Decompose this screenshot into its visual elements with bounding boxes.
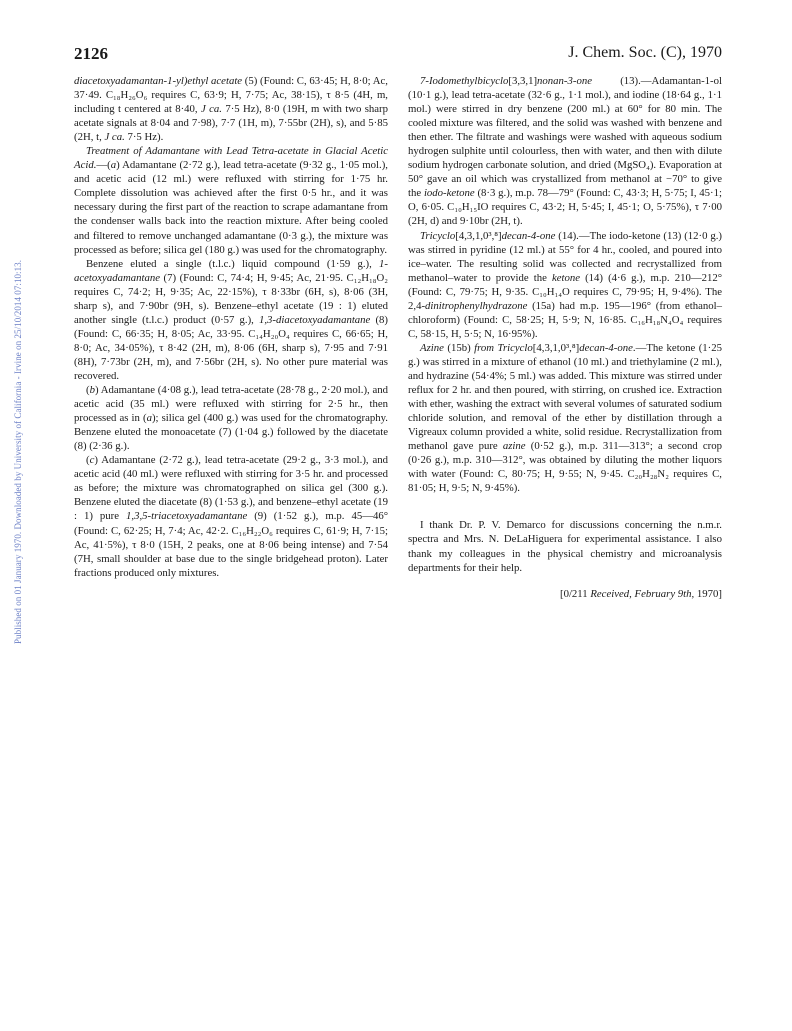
text-run: (9) (1·52 g.), m.p. 45—46° (Found: C, 62·25; H, 7·4; Ac, 42·2. C₁₆H₂₂O₆ requires C, 61·9; H, 7·15; Ac, 41·5%), τ 8·0 (15H, 2 peaks, one at 8·06 being intense) and 7·54 (7H, small shoulder at base due to the single bridgehead proton). Later fractions produced only mixtures. [74, 510, 388, 579]
text-run: ) Adamantane (2·72 g.), lead tetra-acetate (29·2 g., 3·3 mol.), and acetic acid (40 ml.) were refluxed with stirring for 3·5 hr. and processed as before; the mixture was chromatographed on silica gel (300 g.). Benzene eluted the diacetate (8) (1·53 g.), and benzene–ethyl acetate (19 : 1) pure [74, 454, 388, 523]
italic-text-run: 1,3-diacetoxyadamantane [258, 313, 371, 326]
paragraph [74, 257, 388, 383]
acknowledgement: I thank Dr. P. V. Demarco for discussions concerning the n.m.r. spectra and Mrs. N. DeLaHiguera for experimental assistance. I also thank my colleagues in the physical chemistry and microanalysis departments for their help. [408, 519, 722, 574]
received-date [408, 587, 722, 601]
text-run: (8) (Found: C, 66·35; H, 8·05; Ac, 33·95. C₁₄H₂₀O₄ requires C, 66·65; H, 8·0; Ac, 34·05%), τ 8·42 (2H, m), 8·06 (6H, sharp s), 7·95 and 7·91 (8H), 7·73br (2H, m), and 7·56br (2H, s). No other pure material was recovered. [74, 313, 388, 382]
text-run: (0·52 g.), m.p. 311—313°; a second crop (0·26 g.), m.p. 310—312°, was obtained by diluting the mother liquors with water (Found: C, 80·75; H, 9·55; N, 9·45. C₂₀H₂₈N₂ requires C, 81·05; H, 9·5; N, 9·45%). [408, 440, 722, 495]
text-run: (14) (4·6 g.), m.p. 210—212° (Found: C, 79·75; H, 9·35. C₁₀H₁₄O requires C, 79·95; H, 9·4%). The 2,4- [408, 271, 722, 312]
italic-text-run: Received, February 9th, [590, 587, 695, 600]
text-run: ); silica gel (400 g.) was used for the chromatography. Benzene eluted the monoacetate (7) (1·04 g.) followed by the diacetate (8) (2·36 g.). [74, 412, 388, 453]
italic-text-run: a [146, 412, 152, 425]
italic-text-run: from Tricyclo [474, 341, 533, 354]
italic-text-run: ketone [551, 271, 580, 284]
italic-text-run: Treatment of Adamantane with Lead Tetra-acetate in Glacial Acetic Acid. [74, 145, 388, 172]
text-run: 7·5 Hz). [124, 131, 164, 144]
text-run: —( [96, 159, 111, 172]
text-run: ) Adamantane (4·08 g.), lead tetra-acetate (28·78 g., 2·20 mol.), and acetic acid (35 ml.) were refluxed with stirring for 2·5 hr., then processed as in ( [74, 384, 388, 425]
text-run: ( [86, 384, 90, 397]
text-run: [3,3,1] [508, 75, 538, 87]
text-run: 7·5 Hz), 8·0 (19H, m with two sharp acetate signals at 8·04 and 7·98), 7·7 (1H, m), 7·55br (2H), s), and 5·85 (2H, t, [74, 103, 388, 144]
text-run: [4,3,1,0³,⁸] [532, 341, 580, 354]
text-run: (5) (Found: C, 63·45; H, 8·0; Ac, 37·49. C₁₈H₂₆O₆ requires C, 63·9; H, 7·75; Ac, 38·15), τ 8·5 (4H, m, including t centered at 8·40, [74, 75, 388, 116]
text-run: .—The ketone (1·25 g.) was stirred in a mixture of ethanol (10 ml.) and triethylamine (2 ml.), and hydrazine (54·4%; 5 ml.) was added. This mixture was stirred under reflux for 2 hr. and then poured, with stirring, on crushed ice. Extraction with ether, washing the extract with several volumes of saturated sodium chloride solution, and removal of the ether by distillation through a Vigreaux column provided a white, solid residue. Recrystallization from methanol gave pure [408, 341, 722, 453]
paragraph [74, 74, 388, 144]
italic-text-run: c [89, 454, 95, 467]
text-run: (15a) had m.p. 195—196° (from ethanol–chloroform) (Found: C, 58·25; H, 5·9; N, 16·85. C₁₆H₁₈N₄O₄ requires C, 58·15, H, 5·5; N, 16·95%). [408, 299, 722, 340]
italic-text-run: dinitrophenylhydrazone [425, 299, 528, 312]
italic-text-run: J ca. [104, 131, 125, 144]
text-run: ( [86, 454, 90, 467]
italic-text-run: decan-4-one [501, 229, 556, 242]
paragraph [408, 341, 722, 496]
text-run: [4,3,1,0³,⁸] [455, 229, 502, 242]
paragraph [74, 453, 388, 579]
left-column [74, 74, 388, 580]
italic-text-run: J ca. [200, 103, 222, 116]
italic-text-run: 1-acetoxyadamantane [74, 257, 388, 284]
italic-text-run: b [89, 384, 95, 397]
paragraph [408, 74, 722, 229]
text-run: (8·3 g.), m.p. 78—79° (Found: C, 43·3; H, 5·75; I, 45·1; O, 6·05. C₁₀H₁₅IO requires C, 43·2; H, 5·45; I, 45·1; O, 5·75%), τ 7·00 (2H, d) and 9·10br (2H, t). [408, 187, 722, 228]
italic-text-run: decan-4-one [579, 341, 633, 354]
page-number: 2126 [74, 44, 108, 63]
download-notice-sidebar [6, 182, 23, 644]
text-run: (13).—Adamantan-1-ol (10·1 g.), lead tetra-acetate (32·6 g., 1·1 mol.), and iodine (18·64 g., 1·1 mol.) were stirred in dry benzene (200 ml.) at 60° for 80 min. The cooled mixture was filtered, and the solid was washed with benzene and then ether. The filtrate and washings were washed with aqueous sodium hydrogen sulphite until colourless, then with water, and then with dilute sodium hydrogen carbonate solution, and dried (MgSO₄). Evaporation at 50° gave an oil which was crystallized from methanol at −70° to give the [408, 75, 722, 200]
right-column [408, 74, 722, 601]
italic-text-run: 1,3,5-triacetoxyadamantane [126, 510, 248, 523]
italic-text-run: diacetoxyadamantan-1-yl)ethyl acetate [74, 75, 243, 87]
text-run: (15b) [443, 341, 475, 354]
text-run: ) Adamantane (2·72 g.), lead tetra-acetate (9·32 g., 1·05 mol.), and acetic acid (12 ml.) were refluxed with stirring for 1·75 hr. Complete dissolution was achieved after the first 0·5 hr., and it was necessary during the first part of the reaction to scrape adamantane from the condenser walls back into the reaction mixture. After being cooled and filtered to remove unchanged adamantane (0·3 g.), the mixture was processed as before; silica gel (180 g.) was used for the chromatography. [74, 159, 388, 256]
italic-text-run: Azine [420, 341, 444, 354]
paragraph [408, 229, 722, 341]
italic-text-run: nonan-3-one [537, 75, 592, 87]
journal-title: J. Chem. Soc. (C), 1970 [568, 44, 722, 61]
paragraph [74, 383, 388, 453]
italic-text-run: a [110, 159, 117, 172]
text-run: Benzene eluted a single (t.l.c.) liquid compound (1·59 g.), [86, 257, 380, 270]
text-run: [0/211 [559, 587, 591, 600]
page-header [74, 44, 722, 68]
download-notice-text: Published on 01 January 1970. Downloaded by University of California - Irvine on 25/10/2014 07:10:13. [13, 260, 23, 644]
italic-text-run: azine [502, 440, 526, 453]
text-run: (14).—The iodo-ketone (13) (12·0 g.) was stirred in pyridine (12 ml.) at 55° for 4 hr., cooled, and poured into ice–water. The resulting solid was collected and recrystallized from methanol–water to provide the [408, 229, 722, 284]
text-run: 1970] [694, 587, 722, 600]
paragraph [74, 144, 388, 256]
italic-text-run: Tricyclo [420, 229, 456, 242]
italic-text-run: iodo-ketone [423, 187, 475, 200]
text-run: (7) (Found: C, 74·4; H, 9·45; Ac, 21·95. C₁₂H₁₈O₂ requires C, 74·2; H, 9·35; Ac, 22·15%), τ 8·33br (6H, s), 8·06 (3H, sharp s), and 7·90br (9H, s). Benzene–ethyl acetate (19 : 1) eluted another single (t.l.c.) product (0·57 g.), [74, 271, 388, 326]
italic-text-run: 7-Iodomethylbicyclo [420, 75, 509, 87]
